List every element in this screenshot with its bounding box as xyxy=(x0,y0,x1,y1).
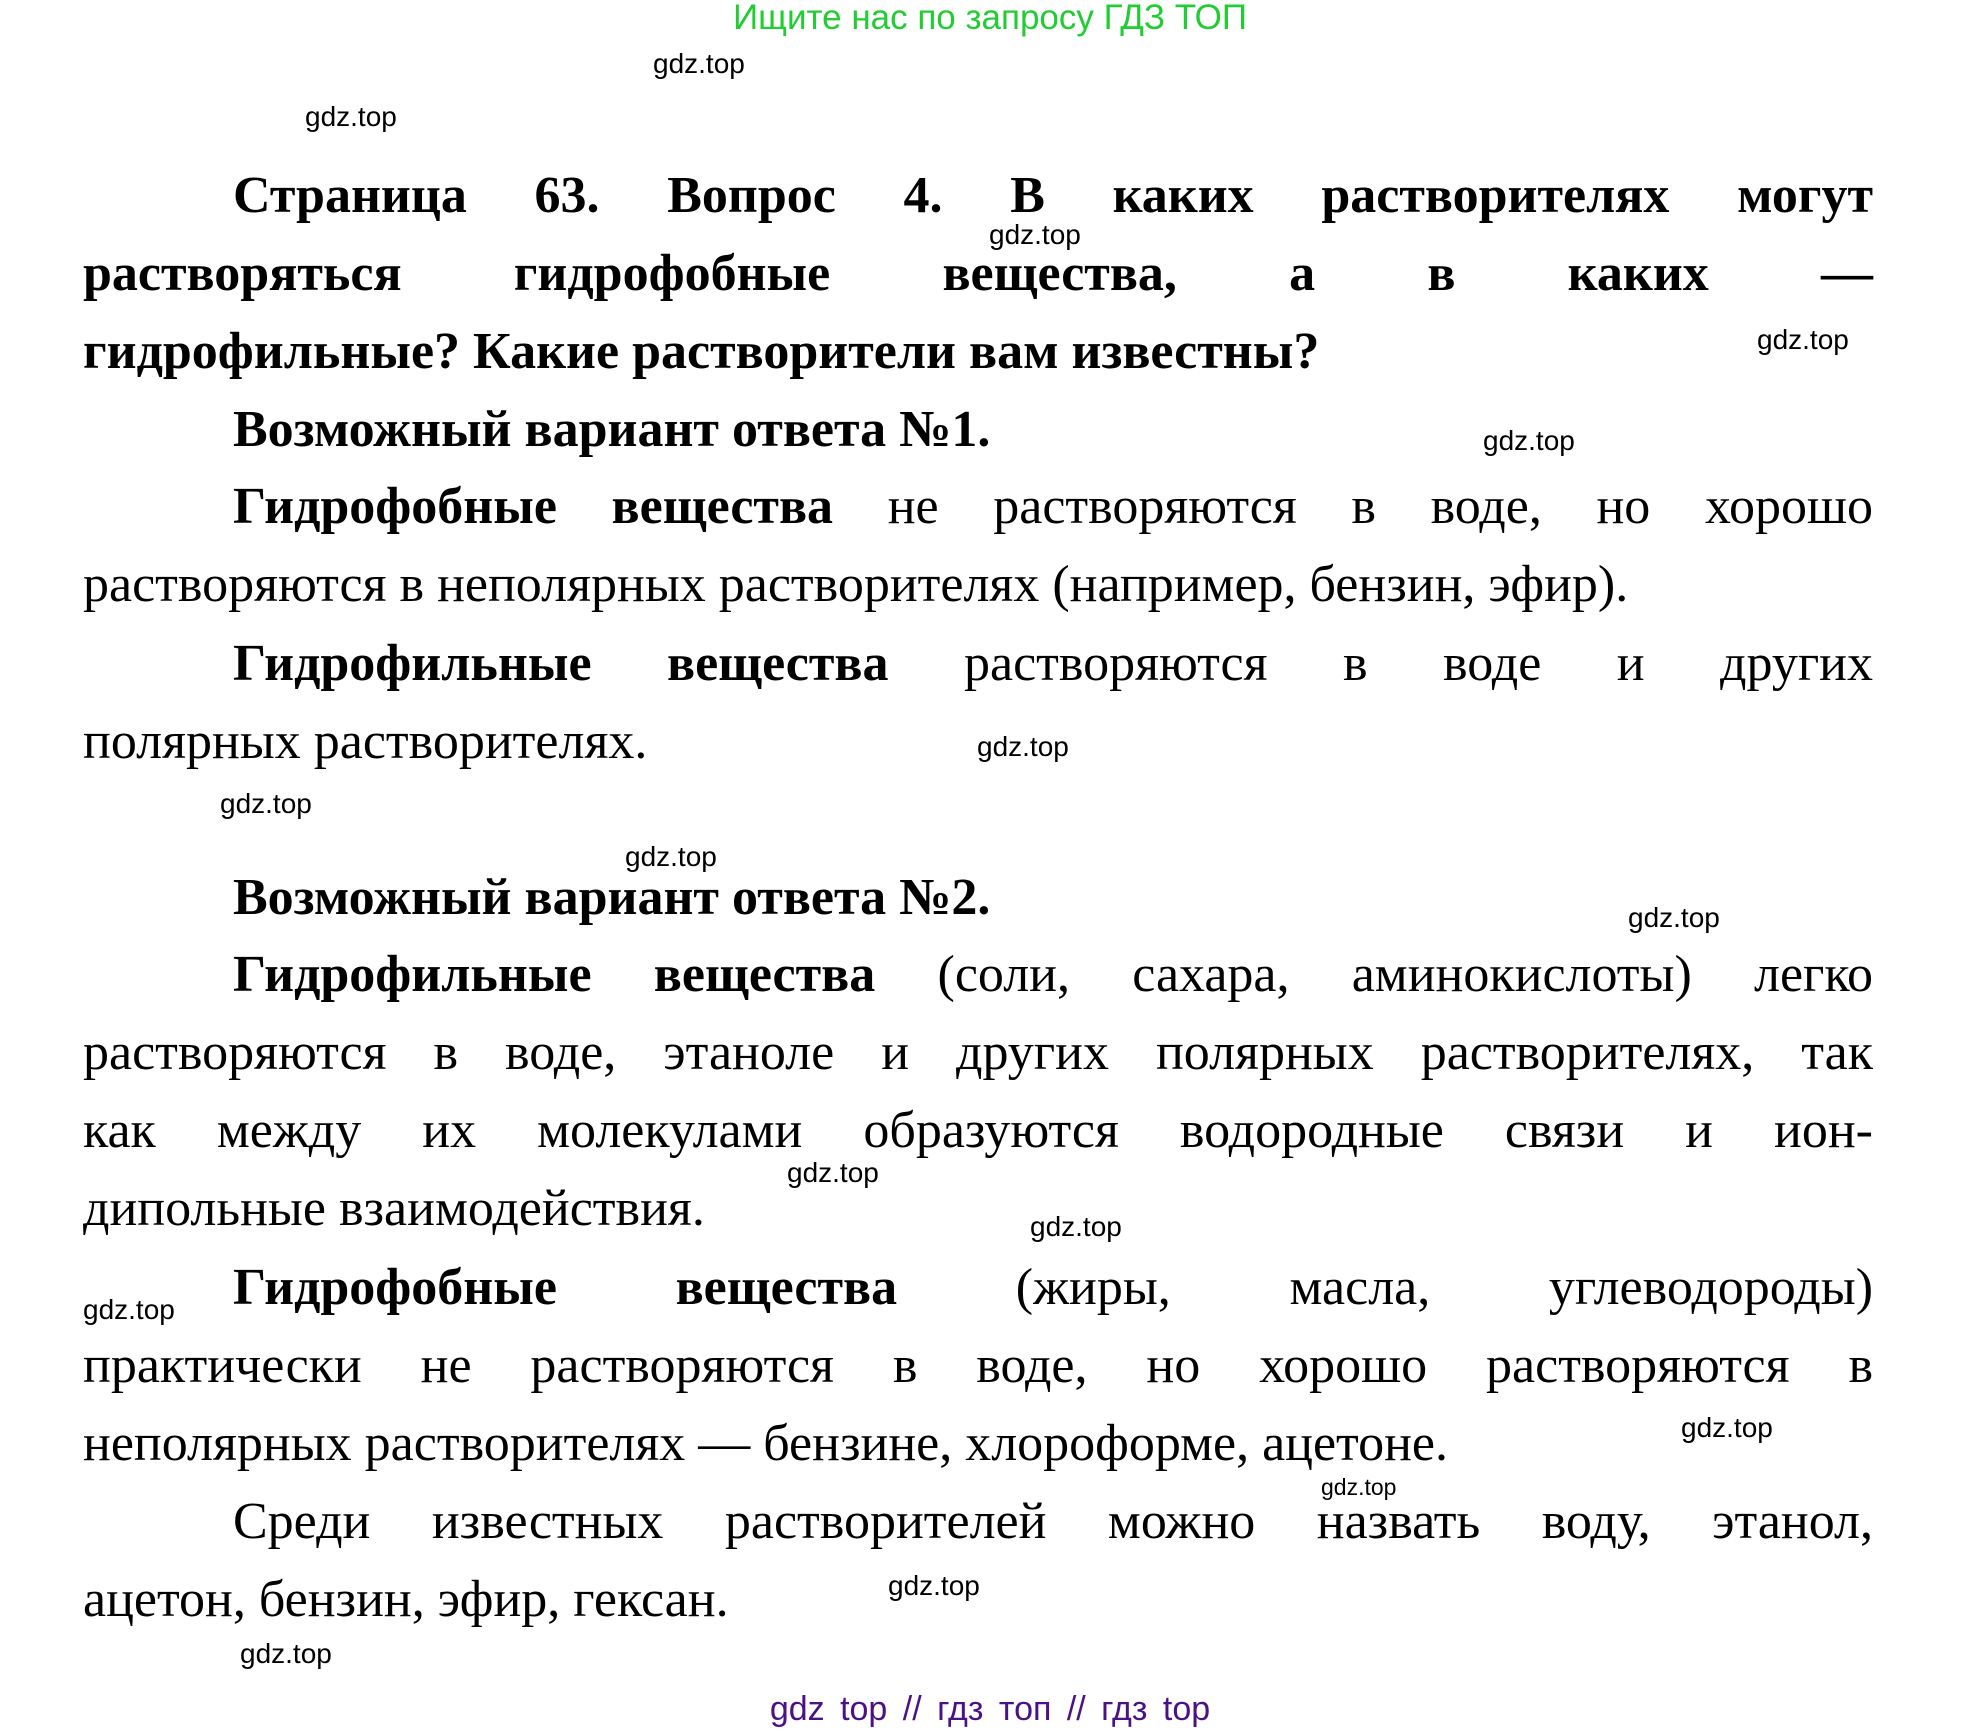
watermark-text: gdz.top xyxy=(83,1294,175,1325)
text: практически не растворяются в воде, но хорошо растворяются в xyxy=(83,1337,1873,1394)
text-line xyxy=(83,1014,1873,1092)
answer-2-heading xyxy=(83,859,1873,937)
watermark-text: gdz.top xyxy=(1681,1412,1773,1443)
text-line xyxy=(83,625,1873,703)
text-line xyxy=(83,391,1873,469)
watermark-text: gdz.top xyxy=(240,1638,332,1669)
watermark-text: gdz.top xyxy=(220,788,312,819)
bold-text: Страница 63. Вопрос 4. В каких растворителях могут xyxy=(233,167,1873,224)
watermark-text: gdz.top xyxy=(1321,1474,1397,1500)
bold-text: Гидрофильные вещества xyxy=(233,946,876,1003)
watermark-text: gdz.top xyxy=(1757,324,1849,355)
text: (жиры, масла, углеводороды) xyxy=(897,1259,1874,1316)
text: неполярных растворителях — бензине, хлороформе, ацетоне. xyxy=(83,1415,1448,1472)
text: дипольные взаимодействия. xyxy=(83,1180,705,1237)
text-line xyxy=(83,468,1873,546)
question-title xyxy=(83,157,1873,391)
text: не растворяются в воде, но хорошо xyxy=(833,478,1874,535)
answer-1-hydrophobic xyxy=(83,468,1873,624)
text-line xyxy=(83,546,1873,624)
text-line xyxy=(83,1170,1873,1248)
text: (соли, сахара, аминокислоты) легко xyxy=(875,946,1873,1003)
text-line xyxy=(83,936,1873,1014)
text-line xyxy=(83,1092,1873,1170)
watermark-text: gdz.top xyxy=(1483,425,1575,456)
text: полярных растворителях. xyxy=(83,713,648,770)
watermark-text: gdz.top xyxy=(625,841,717,872)
bold-text: Возможный вариант ответа №2. xyxy=(233,869,991,926)
bold-text: растворяться гидрофобные вещества, а в каких — xyxy=(83,245,1873,302)
watermark-text: gdz.top xyxy=(305,101,397,132)
watermark-text: gdz.top xyxy=(1628,902,1720,933)
text: растворяются в воде и других xyxy=(888,635,1873,692)
text: как между их молекулами образуются водородные связи и ион- xyxy=(83,1102,1873,1159)
watermark-text: gdz.top xyxy=(787,1157,879,1188)
watermark-text: gdz.top xyxy=(888,1570,980,1601)
answer-2-hydrophobic xyxy=(83,1249,1873,1483)
bold-text: Гидрофильные вещества xyxy=(233,635,889,692)
text-line xyxy=(83,1249,1873,1327)
text-line xyxy=(83,235,1873,313)
text-line xyxy=(83,157,1873,235)
text-line xyxy=(83,1483,1873,1561)
text-line xyxy=(83,1405,1873,1483)
answer-2-hydrophilic xyxy=(83,936,1873,1248)
text: ацетон, бензин, эфир, гексан. xyxy=(83,1571,729,1628)
watermark-text: gdz.top xyxy=(653,48,745,79)
text-line xyxy=(83,1327,1873,1405)
watermark-text: gdz.top xyxy=(977,731,1069,762)
footer-links[interactable]: gdz top // гдз топ // гдз top xyxy=(769,1690,1211,1728)
watermark-text: gdz.top xyxy=(989,219,1081,250)
text-line xyxy=(83,313,1873,391)
bold-text: Возможный вариант ответа №1. xyxy=(233,401,991,458)
bold-text: гидрофильные? Какие растворители вам известны? xyxy=(83,323,1320,380)
bold-text: Гидрофобные вещества xyxy=(233,1259,898,1316)
search-hint-banner: Ищите нас по запросу ГДЗ ТОП xyxy=(733,0,1247,37)
answer-1-heading xyxy=(83,391,1873,469)
text: растворяются в неполярных растворителях (например, бензин, эфир). xyxy=(83,556,1629,613)
text-line xyxy=(83,859,1873,937)
bold-text: Гидрофобные вещества xyxy=(233,478,834,535)
text: Среди известных растворителей можно назвать воду, этанол, xyxy=(233,1493,1873,1550)
watermark-text: gdz.top xyxy=(1030,1211,1122,1242)
answer-2-solvents xyxy=(83,1483,1873,1639)
text: растворяются в воде, этаноле и других полярных растворителях, так xyxy=(83,1024,1873,1081)
